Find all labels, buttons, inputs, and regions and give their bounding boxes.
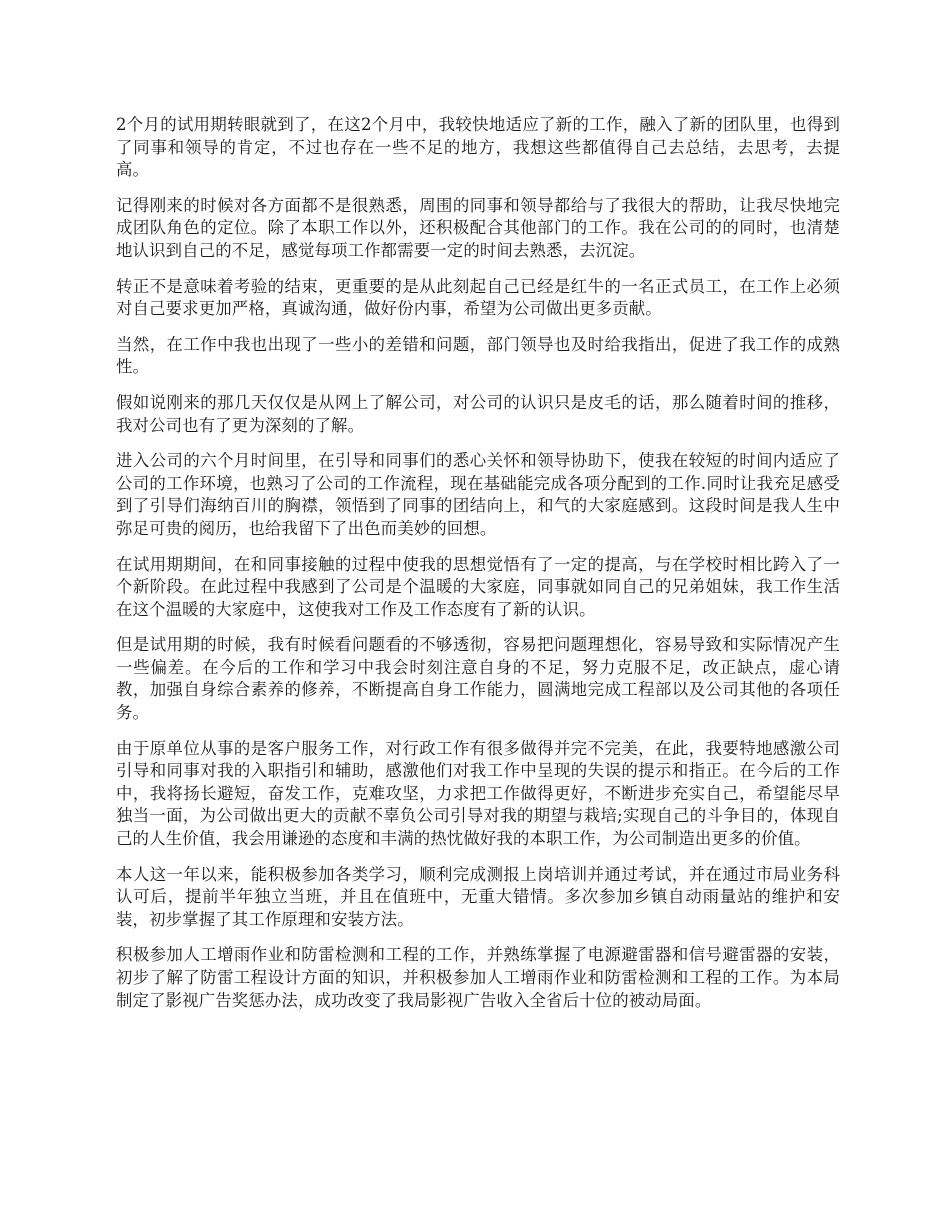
document-body <box>116 114 840 1025</box>
paragraph-3: 转正不是意味着考验的结束，更重要的是从此刻起自己已经是红牛的一名正式员工，在工作上必须对自己要求更加严格，真诚沟通，做好份内事，希望为公司做出更多贡献。 <box>116 276 840 319</box>
paragraph-5: 假如说刚来的那几天仅仅是从网上了解公司，对公司的认识只是皮毛的话，那么随着时间的推移，我对公司也有了更为深刻的了解。 <box>116 392 840 435</box>
paragraph-8: 但是试用期的时候，我有时候看问题看的不够透彻，容易把问题理想化，容易导致和实际情况产生一些偏差。在今后的工作和学习中我会时刻注意自身的不足，努力克服不足，改正缺点，虚心请教，加强自身综合素养的修养，不断提高自身工作能力，圆满地完成工程部以及公司其他的各项任务。 <box>116 635 840 723</box>
paragraph-1: 2个月的试用期转眼就到了，在这2个月中，我较快地适应了新的工作，融入了新的团队里，也得到了同事和领导的肯定，不过也存在一些不足的地方，我想这些都值得自己去总结，去思考，去提高。 <box>116 115 840 180</box>
paragraph-4: 当然，在工作中我也出现了一些小的差错和问题，部门领导也及时给我指出，促进了我工作的成熟性。 <box>116 334 840 377</box>
paragraph-7: 在试用期期间，在和同事接触的过程中使我的思想觉悟有了一定的提高，与在学校时相比跨入了一个新阶段。在此过程中我感到了公司是个温暖的大家庭，同事就如同自己的兄弟姐妹，我工作生活在这个温暖的大家庭中，这使我对工作及工作态度有了新的认识。 <box>116 554 840 619</box>
paragraph-2: 记得刚来的时候对各方面都不是很熟悉，周围的同事和领导都给与了我很大的帮助，让我尽快地完成团队角色的定位。除了本职工作以外，还积极配合其他部门的工作。我在公司的的同时，也清楚地认识到自己的不足，感觉每项工作都需要一定的时间去熟悉，去沉淀。 <box>116 195 840 260</box>
paragraph-11: 积极参加人工增雨作业和防雷检测和工程的工作，并熟练掌握了电源避雷器和信号避雷器的安装，初步了解了防雷工程设计方面的知识，并积极参加人工增雨作业和防雷检测和工程的工作。为本局制定了影视广告奖惩办法，成功改变了我局影视广告收入全省后十位的被动局面。 <box>116 945 840 1010</box>
paragraph-10: 本人这一年以来，能积极参加各类学习，顺利完成测报上岗培训并通过考试，并在通过市局业务科认可后，提前半年独立当班，并且在值班中，无重大错情。多次参加乡镇自动雨量站的维护和安装，初步掌握了其工作原理和安装方法。 <box>116 864 840 929</box>
paragraph-9: 由于原单位从事的是客户服务工作，对行政工作有很多做得并完不完美，在此，我要特地感激公司引导和同事对我的入职指引和辅助，感激他们对我工作中呈现的失误的提示和指正。在今后的工作中，我将扬长避短，奋发工作，克难攻坚，力求把工作做得更好，不断进步充实自己，希望能尽早独当一面，为公司做出更大的贡献不辜负公司引导对我的期望与栽培;实现自己的斗争目的，体现自己的人生价值，我会用谦逊的态度和丰满的热忱做好我的本职工作，为公司制造出更多的价值。 <box>116 738 840 849</box>
paragraph-6: 进入公司的六个月时间里，在引导和同事们的悉心关怀和领导协助下，使我在较短的时间内适应了公司的工作环境，也熟习了公司的工作流程，现在基础能完成各项分配到的工作.同时让我充足感受到了引导们海纳百川的胸襟，领悟到了同事的团结向上，和气的大家庭感到。这段时间是我人生中弥足可贵的阅历，也给我留下了出色而美妙的回想。 <box>116 451 840 538</box>
